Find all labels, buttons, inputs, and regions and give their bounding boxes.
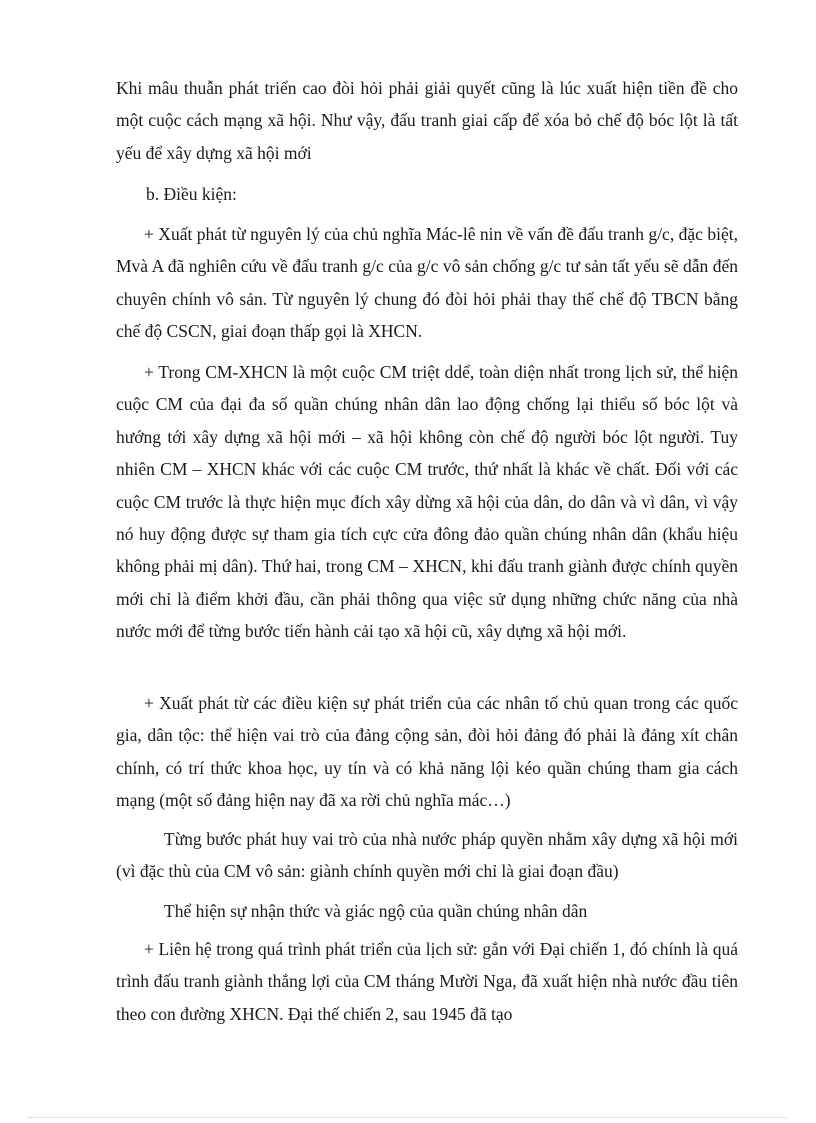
paragraph-history: + Liên hệ trong quá trình phát triển của lịch sử: gắn với Đại chiến 1, đó chính là quá trình đấu tranh giành thắng lợi của CM tháng Mười Nga, đã xuất hiện nhà nước đầu tiên theo con đường XHCN. Đại thế chiến 2, sau 1945 đã tạo [116, 939, 738, 1024]
paragraph-principle: + Xuất phát từ nguyên lý của chủ nghĩa Mác-lê nin về vấn đề đấu tranh g/c, đặc biệt, Mvà A đã nghiên cứu về đấu tranh g/c của g/c vô sản chống g/c tư sản tất yếu sẽ dẫn đến chuyên chính vô sản. Từ nguyên lý chung đó đòi hỏi phải thay thế chế độ TBCN bằng chế độ CSCN, giai đoạn thấp gọi là XHCN. [116, 224, 738, 342]
section-heading-dieu-kien: b. Điều kiện: [146, 184, 237, 204]
paragraph-revolution: + Trong CM-XHCN là một cuộc CM triệt ddể, toàn diện nhất trong lịch sử, thể hiện cuộc CM của đại đa số quần chúng nhân dân lao động chống lại thiểu số bóc lột và hướng tới xây dựng xã hội mới – xã hội không còn chế độ người bóc lột người. Tuy nhiên CM – XHCN khác với các cuộc CM trước, thứ nhất là khác về chất. Đối với các cuộc CM trước là thực hiện mục đích xây dừng xã hội của dân, do dân và vì dân, vì vậy nó huy động được sự tham gia tích cực cửa đông đảo quần chúng nhân dân (khẩu hiệu không phải mị dân). Thứ hai, trong CM – XHCN, khi đấu tranh giành được chính quyền mới chỉ là điểm khởi đầu, cần phải thông qua việc sử dụng những chức năng của nhà nước mới để từng bước tiến hành cải tạo xã hội cũ, xây dựng xã hội mới. [116, 362, 738, 642]
paragraph-subjective-conditions: + Xuất phát từ các điều kiện sự phát triển của các nhân tố chủ quan trong các quốc gia, dân tộc: thể hiện vai trò của đảng cộng sản, đòi hỏi đảng đó phải là đảng xít chân chính, có trí thức khoa học, uy tín và có khả năng lội kéo quần chúng tham gia cách mạng (một số đảng hiện nay đã xa rời chủ nghĩa mác…) [116, 693, 738, 811]
paragraph-state-role: Từng bước phát huy vai trò của nhà nước pháp quyền nhằm xây dựng xã hội mới (vì đặc thù của CM vô sản: giành chính quyền mới chỉ là giai đoạn đầu) [116, 829, 738, 882]
page-bottom-divider [28, 1117, 788, 1118]
paragraph-intro: Khi mâu thuẫn phát triển cao đòi hỏi phải giải quyết cũng là lúc xuất hiện tiền đề cho một cuộc cách mạng xã hội. Như vậy, đấu tranh giai cấp để xóa bỏ chế độ bóc lột là tất yếu để xây dựng xã hội mới [116, 78, 738, 163]
paragraph-awareness: Thể hiện sự nhận thức và giác ngộ của quần chúng nhân dân [164, 901, 588, 921]
